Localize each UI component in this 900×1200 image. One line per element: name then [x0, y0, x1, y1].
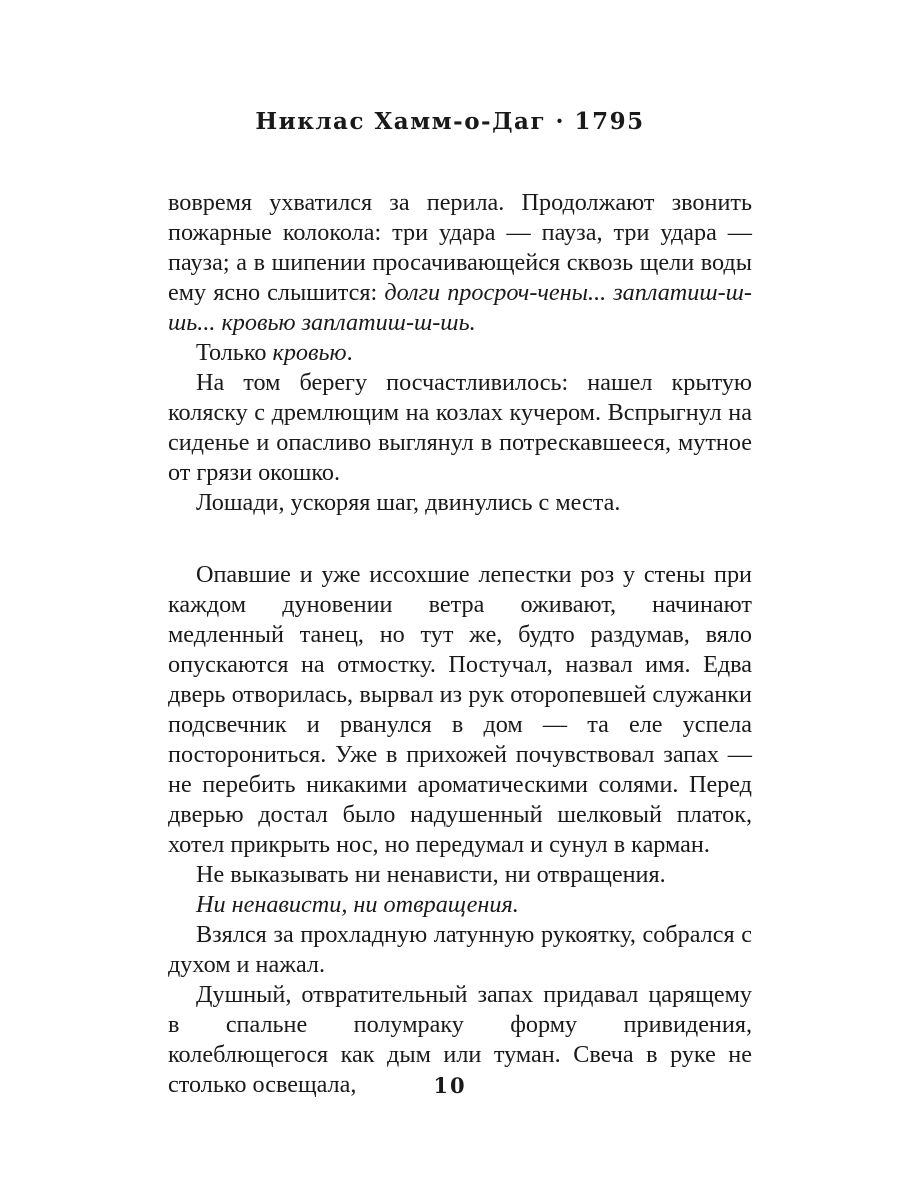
section-break [168, 518, 752, 560]
running-header: Никлас Хамм-о-Даг · 1795 [255, 108, 645, 135]
page-body [168, 188, 752, 1100]
paragraph: Лошади, ускоряя шаг, двинулись с места. [196, 489, 621, 516]
paragraph: На том берегу посчастливилось: нашел крытую коляску с дремлющим на козлах кучером. Вспрыгнул на сиденье и опасливо выглянул в потрескавшееся, мутное от грязи окошко. [168, 369, 752, 486]
paragraph: Не выказывать ни ненависти, ни отвращения. [196, 861, 666, 888]
paragraph: Опавшие и уже иссохшие лепестки роз у стены при каждом дуновении ветра оживают, начинают медленный танец, но тут же, будто раздумав, вяло опускаются на отмостку. Постучал, назвал имя. Едва дверь отворилась, вырвал из рук оторопевшей служанки подсвечник и рванулся в дом — та еле успела посторониться. Уже в прихожей почувствовал запах — не перебить никакими ароматическими солями. Перед дверью достал было надушенный шелковый платок, хотел прикрыть нос, но передумал и сунул в карман. [168, 561, 752, 858]
paragraph [168, 338, 752, 368]
paragraph-text: . [346, 339, 353, 366]
page-number: 10 [433, 1073, 467, 1098]
paragraph: Душный, отвратительный запах придавал царящему в спальне полумраку форму привидения, колеблющегося как дым или туман. Свеча в руке не столько освещала, [168, 981, 752, 1098]
paragraph-text: вовремя ухватился за перила. Продолжают звонить пожарные колокола: три удара — пауза, три удара — пауза; а в шипении просачивающейся сквозь щели воды ему ясно слышится: [168, 189, 752, 306]
paragraph-italic: Ни ненависти, ни отвращения. [196, 891, 519, 918]
italic-emphasis: кровью [272, 339, 347, 366]
italic-whisper: долги просроч-чены... заплатиш-ш-шь... кровью заплатиш-ш-шь. [168, 279, 752, 336]
paragraph-continuation [168, 188, 752, 338]
paragraph: Взялся за прохладную латунную рукоятку, собрался с духом и нажал. [168, 921, 752, 978]
paragraph-text: Только [196, 339, 273, 366]
